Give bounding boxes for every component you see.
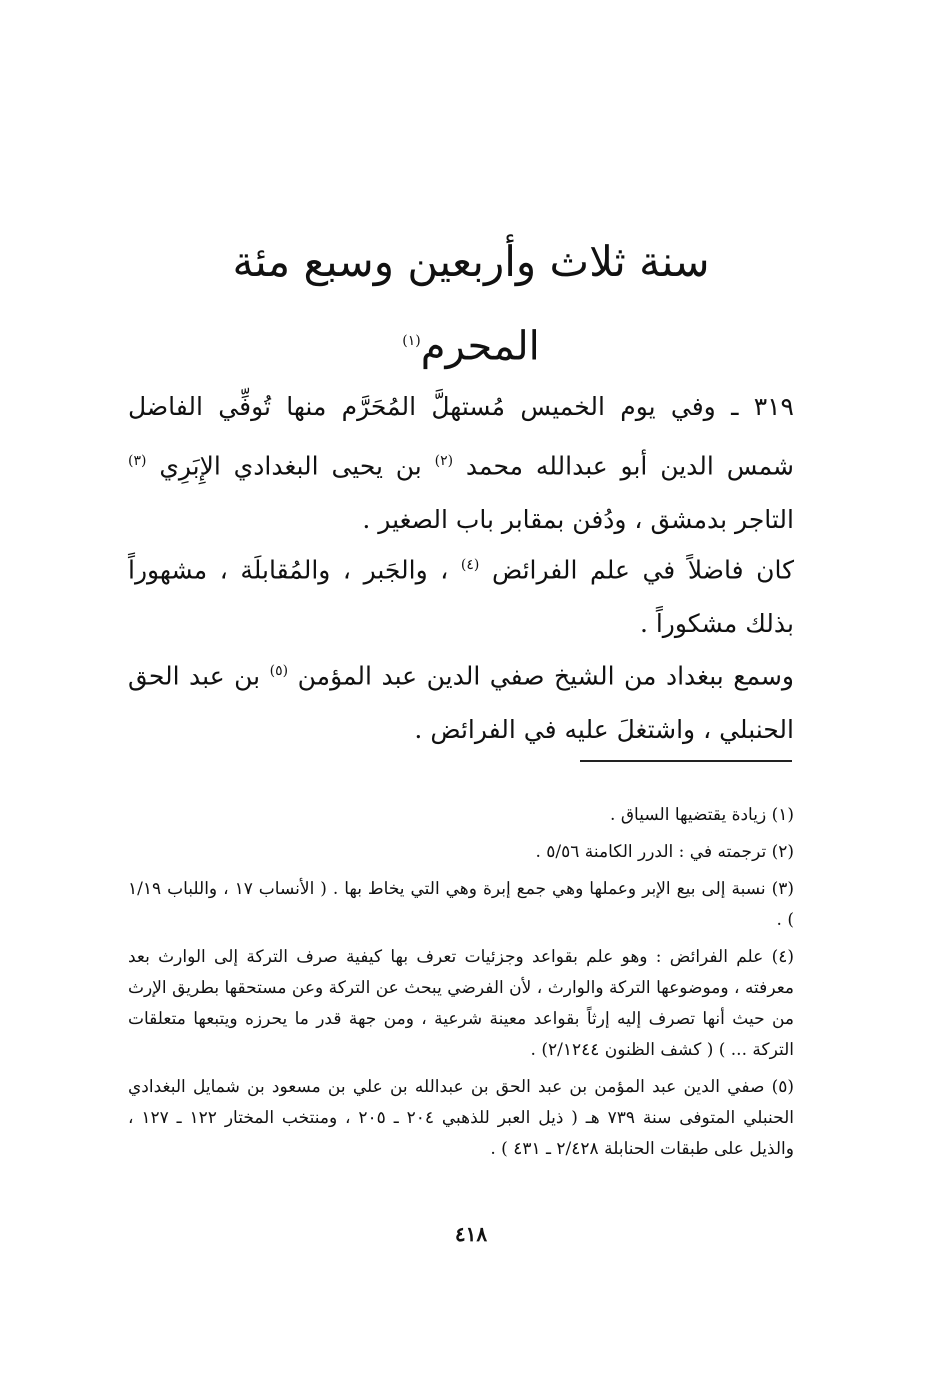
- month-title-text: المحرم: [420, 323, 540, 370]
- footnote-2: (٢) ترجمته في : الدرر الكامنة ٥/٥٦ .: [535, 842, 794, 862]
- entry-text: وسمع ببغداد من الشيخ صفي الدين عبد المؤمن: [297, 661, 794, 691]
- entry-text: التاجر بدمشق ، ودُفن بمقابر باب الصغير .: [362, 505, 794, 535]
- entry-text: بن يحيى البغدادي الإِبَرِي: [159, 451, 422, 481]
- footnote-4: (٤) علم الفرائض : وهو علم بقواعد وجزئيات تعرف بها كيفية صرف التركة إلى الوارث بعد معرفته ، وموضوعها التركة والوارث ، لأن الفرضي يبحث عن التركة وعن مستحقها بطريق الإرث من حيث أنها تصرف إليه إرثاً بقواعد معينة شرعية ، ومن جهة قدر ما يحرزه ويتبعها متعلقات التركة ... ) ( كشف الظنون ٢/١٢٤٤) .: [128, 947, 794, 1060]
- entry-text: كان فاضلاً في علم الفرائض: [491, 555, 794, 585]
- year-title: سنة ثلاث وأربعين وسبع مئة: [232, 237, 710, 286]
- footnote-3: (٣) نسبة إلى بيع الإبر وعملها وهي جمع إبرة وهي التي يخاط بها . ( الأنساب ١٧ ، واللباب ١/١٩ ) .: [128, 879, 794, 930]
- entry-paragraph-3: [128, 644, 794, 757]
- footnote-ref-4: (٤): [460, 557, 480, 573]
- month-title: [300, 312, 642, 375]
- footnotes: [128, 800, 794, 1171]
- entry-text: بن عبد الحق الحنبلي ، واشتغلَ عليه في الفرائض .: [128, 661, 794, 745]
- footnote-ref-5: (٥): [269, 663, 289, 679]
- entry-text: ، والجَبر ، والمُقابلَة ، مشهوراً بذلك مشكوراً .: [128, 555, 794, 639]
- entry-paragraph-1: [128, 380, 794, 547]
- entry-text: ٣١٩ ـ وفي يوم الخميس مُستهلَّ المُحَرَّم منها تُوفِّي الفاضل شمس الدين أبو عبدالله محمد: [128, 392, 794, 481]
- footnote-5: (٥) صفي الدين عبد المؤمن بن عبد الحق بن عبدالله بن علي بن مسعود بن شمايل البغدادي الحنبلي المتوفى سنة ٧٣٩ هـ ( ذيل العبر للذهبي ٢٠٤ ـ ٢٠٥ ، ومنتخب المختار ١٢٢ ـ ١٢٧ ، والذيل على طبقات الحنابلة ٢/٤٢٨ ـ ٤٣١ ) .: [128, 1077, 795, 1159]
- entry-paragraph-2: [128, 538, 794, 651]
- footnote-1: (١) زيادة يقتضيها السياق .: [610, 805, 794, 825]
- footnote-separator: [580, 760, 792, 762]
- footnote-ref-1: (١): [402, 333, 421, 349]
- footnote-ref-3: (٣): [128, 453, 147, 469]
- footnote-ref-2: (٢): [434, 453, 454, 469]
- page-number: ٤١٨: [454, 1222, 488, 1246]
